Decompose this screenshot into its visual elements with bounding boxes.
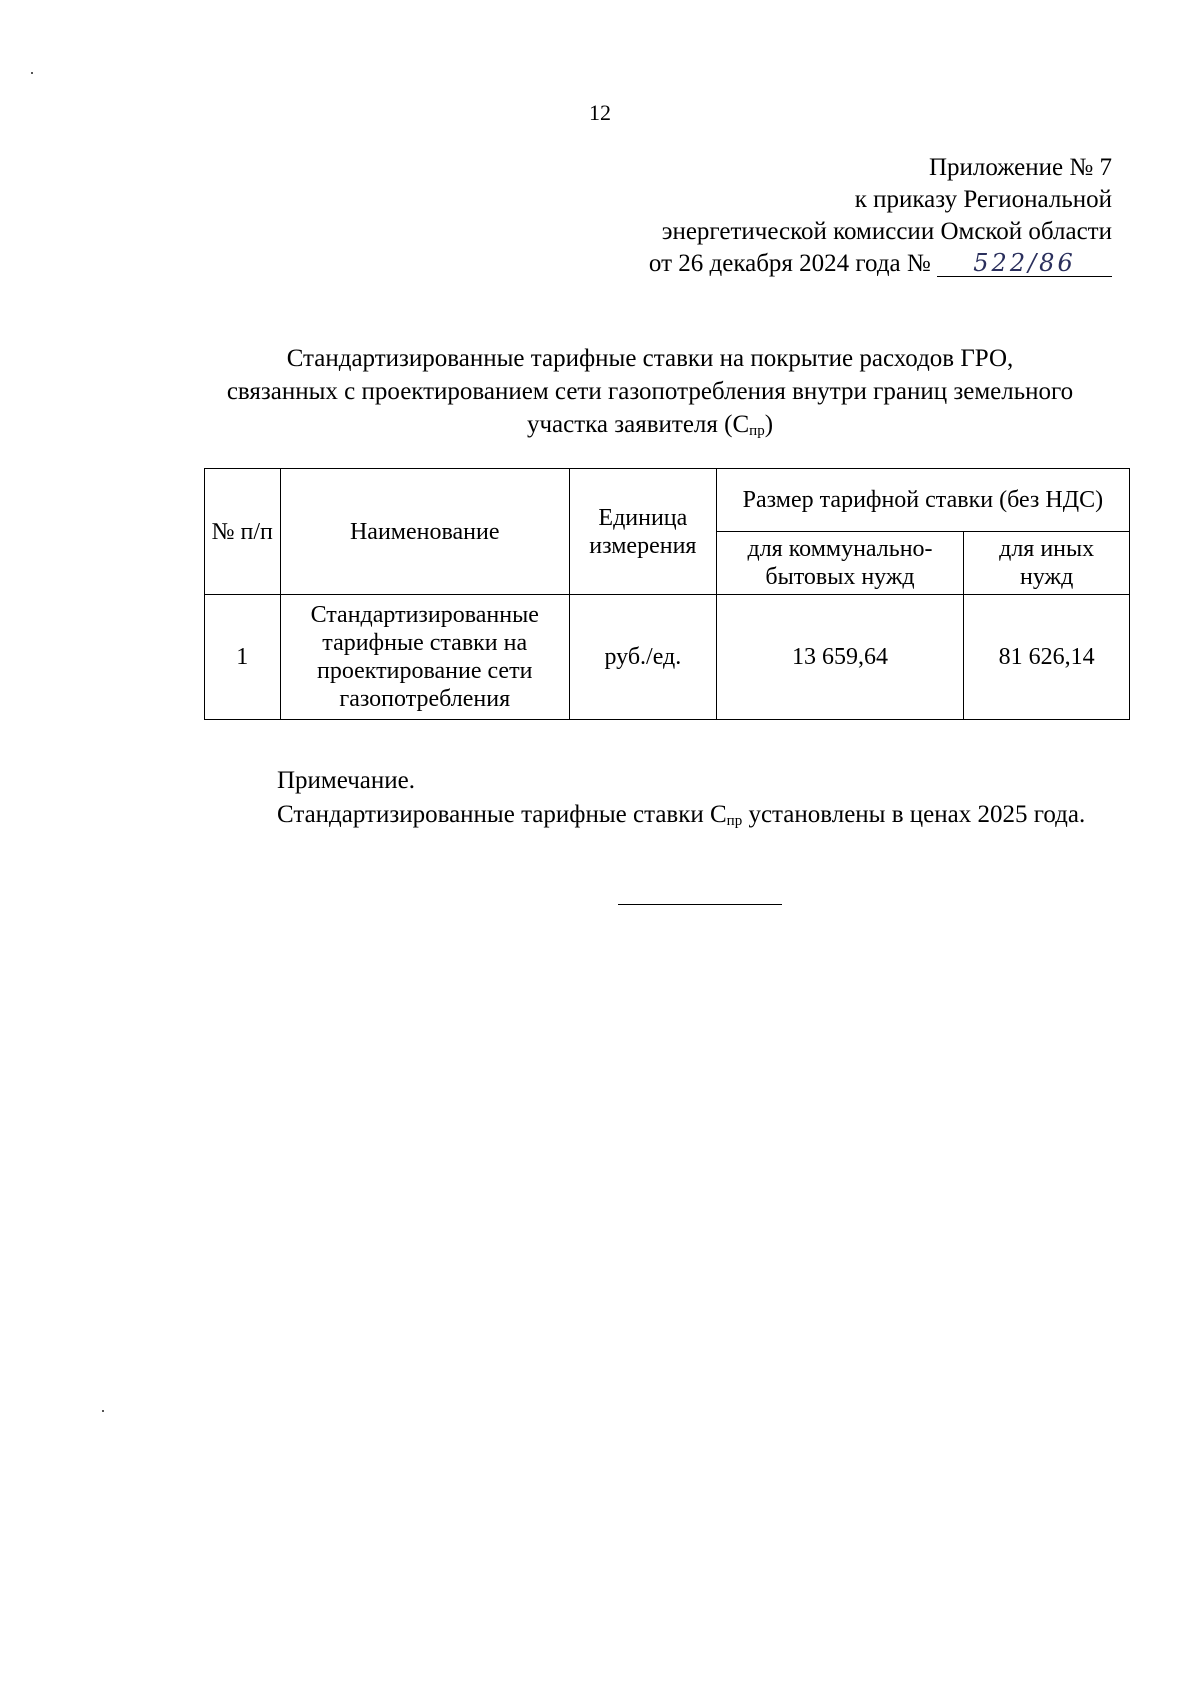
end-divider-line [618,904,782,905]
page-number: 12 [589,100,611,125]
header-other: для иных нужд [964,532,1130,595]
note-subscript: пр [726,813,743,829]
table-row [205,595,1130,720]
note-title: Примечание. [277,767,416,794]
title-text: ) [764,411,774,438]
appendix-line: к приказу Региональной [854,186,1112,213]
cell-unit: руб./ед. [569,595,716,720]
title-line: Стандартизированные тарифные ставки на покрытие расходов ГРО, [286,345,1014,372]
appendix-line: Приложение № 7 [928,154,1112,181]
cell-name: Стандартизированные тарифные ставки на проектирование сети газопотребления [280,595,569,720]
table-header-row [205,469,1130,532]
cell-communal: 13 659,64 [716,595,964,720]
note-text-part: установлены в ценах 2025 года. [742,801,1086,828]
note-block [205,764,1131,838]
scan-speck [102,1410,104,1412]
header-name: Наименование [280,469,569,595]
order-date-line [649,248,1112,280]
title-subscript: пр [749,423,765,439]
handwritten-order-number: 522/86 [937,250,1112,277]
cell-other: 81 626,14 [964,595,1130,720]
tariff-table [204,468,1130,720]
note-text [205,798,1131,838]
order-date-text: от 26 декабря 2024 года № [648,250,931,277]
document-title [160,342,1140,448]
header-communal: для коммунально-бытовых нужд [716,532,964,595]
cell-num: 1 [205,595,281,720]
scan-speck [31,72,33,74]
title-text: участка заявителя (С [526,411,750,438]
header-num: № п/п [205,469,281,595]
appendix-line: энергетической комиссии Омской области [661,218,1112,245]
appendix-block [649,152,1112,280]
title-line [160,408,1140,448]
title-line: связанных с проектированием сети газопотребления внутри границ земельного [226,378,1074,405]
header-unit: Единица измерения [569,469,716,595]
note-text-part: Стандартизированные тарифные ставки С [277,801,727,828]
header-rate-group: Размер тарифной ставки (без НДС) [716,469,1129,532]
